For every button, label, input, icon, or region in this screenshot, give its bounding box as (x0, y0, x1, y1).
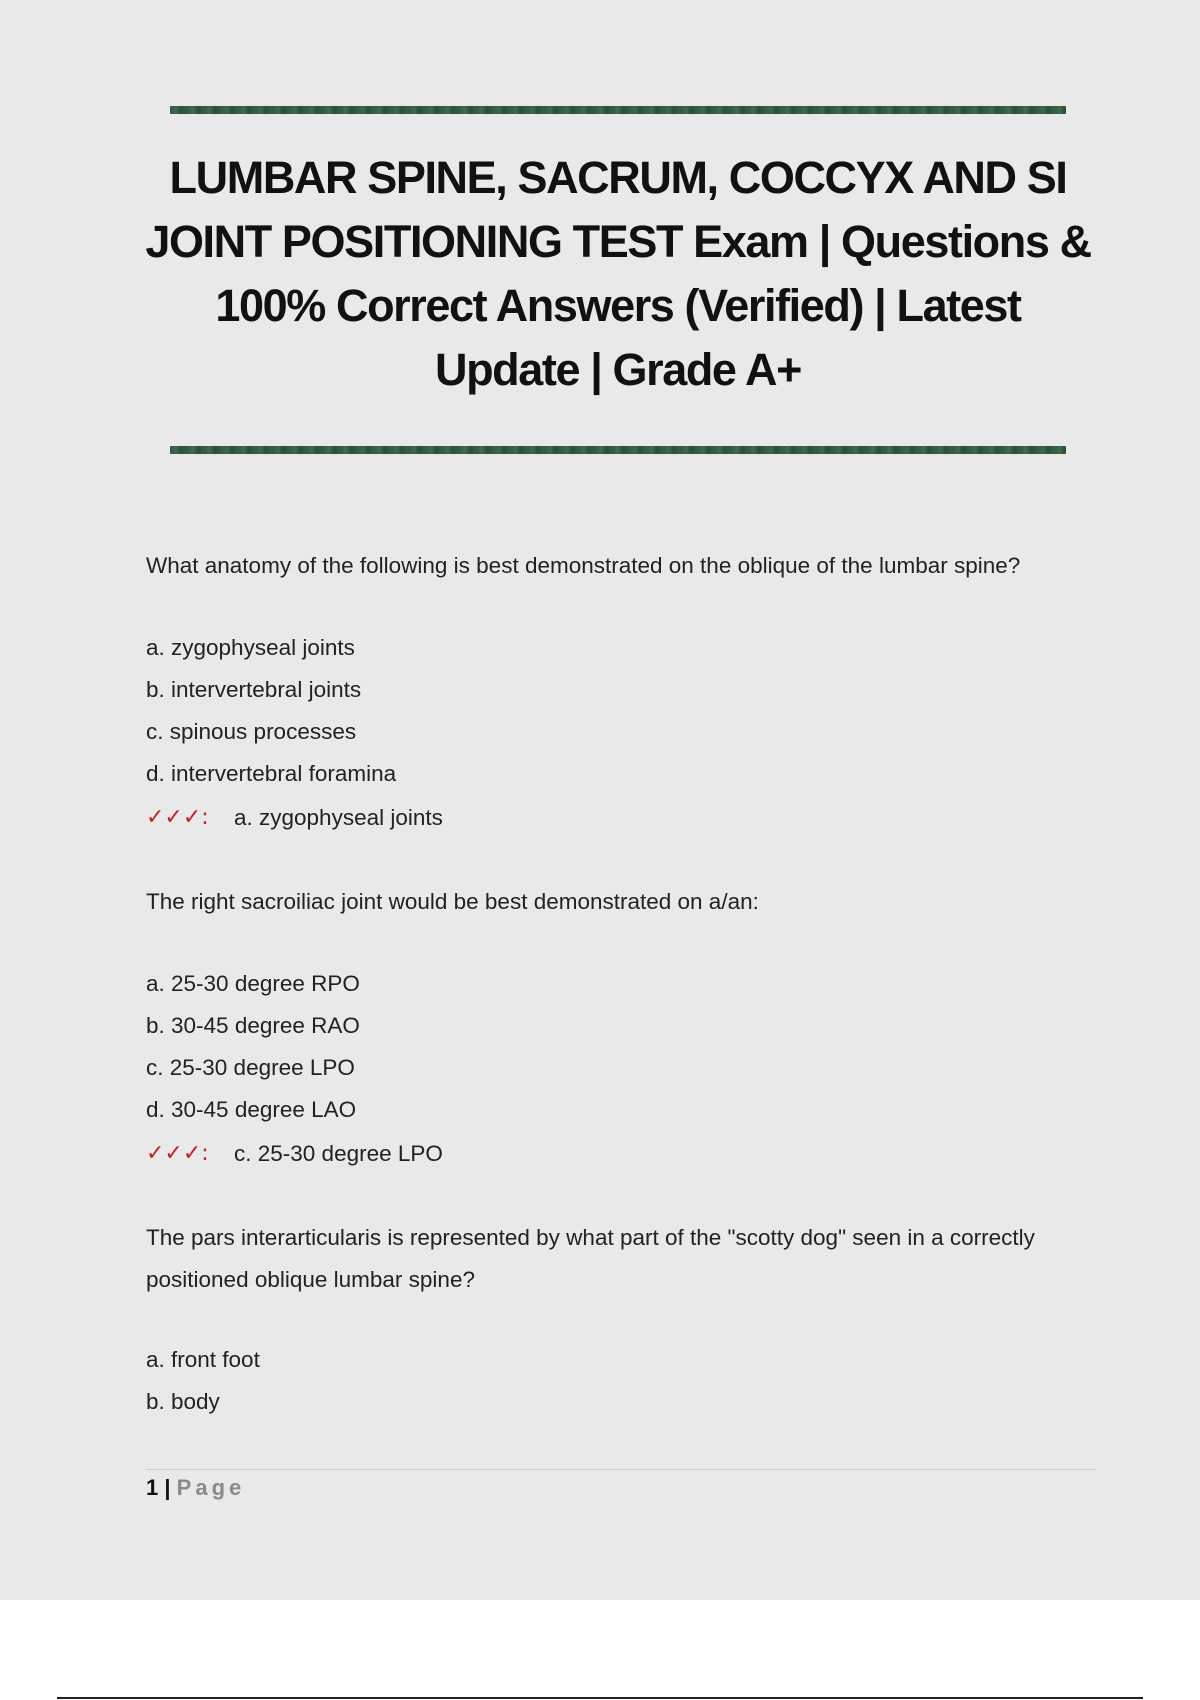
question-text: What anatomy of the following is best demonstrated on the oblique of the lumbar spine? (146, 553, 1021, 578)
answer-text: a. zygophyseal joints (234, 805, 443, 830)
option-item: a. zygophyseal joints (146, 635, 355, 660)
page-label: Page (176, 1475, 246, 1500)
option-item: d. 30-45 degree LAO (146, 1097, 357, 1122)
answer-text: c. 25-30 degree LPO (234, 1141, 443, 1166)
options-list (146, 1339, 1096, 1423)
document-title: LUMBAR SPINE, SACRUM, COCCYX AND SI JOINT POSITIONING TEST Exam | Questions & 100% Correct Answers (Verified) | Latest Update | Grade A+ (145, 152, 1091, 395)
question-text: The right sacroiliac joint would be best demonstrated on a/an: (146, 889, 759, 914)
page-number: 1 (146, 1475, 159, 1500)
question-block-2 (146, 881, 1096, 1177)
footer-divider (146, 1469, 1096, 1470)
question-block-1 (146, 545, 1096, 841)
checkmark-icon: ✓✓✓: (146, 1141, 209, 1166)
next-page-rule (57, 1697, 1143, 1699)
checkmark-icon: ✓✓✓: (146, 805, 209, 830)
option-item: b. body (146, 1389, 220, 1414)
option-item: d. intervertebral foramina (146, 761, 397, 786)
questions-content (146, 545, 1096, 1463)
option-item: b. 30-45 degree RAO (146, 1013, 360, 1038)
option-item: c. 25-30 degree LPO (146, 1055, 355, 1080)
option-item: a. 25-30 degree RPO (146, 971, 360, 996)
title-bottom-rule (170, 446, 1066, 454)
option-item: a. front foot (146, 1347, 260, 1372)
answer-line (146, 795, 1096, 841)
answer-line (146, 1131, 1096, 1177)
option-item: b. intervertebral joints (146, 677, 362, 702)
page-footer (146, 1473, 245, 1503)
options-list (146, 627, 1096, 795)
options-list (146, 963, 1096, 1131)
question-block-3 (146, 1217, 1096, 1423)
title-top-rule (170, 106, 1066, 114)
page-separator: | (164, 1475, 171, 1500)
question-text: The pars interarticularis is represented by what part of the "scotty dog" seen in a correctly positioned oblique lumbar spine? (146, 1225, 1035, 1292)
option-item: c. spinous processes (146, 719, 357, 744)
